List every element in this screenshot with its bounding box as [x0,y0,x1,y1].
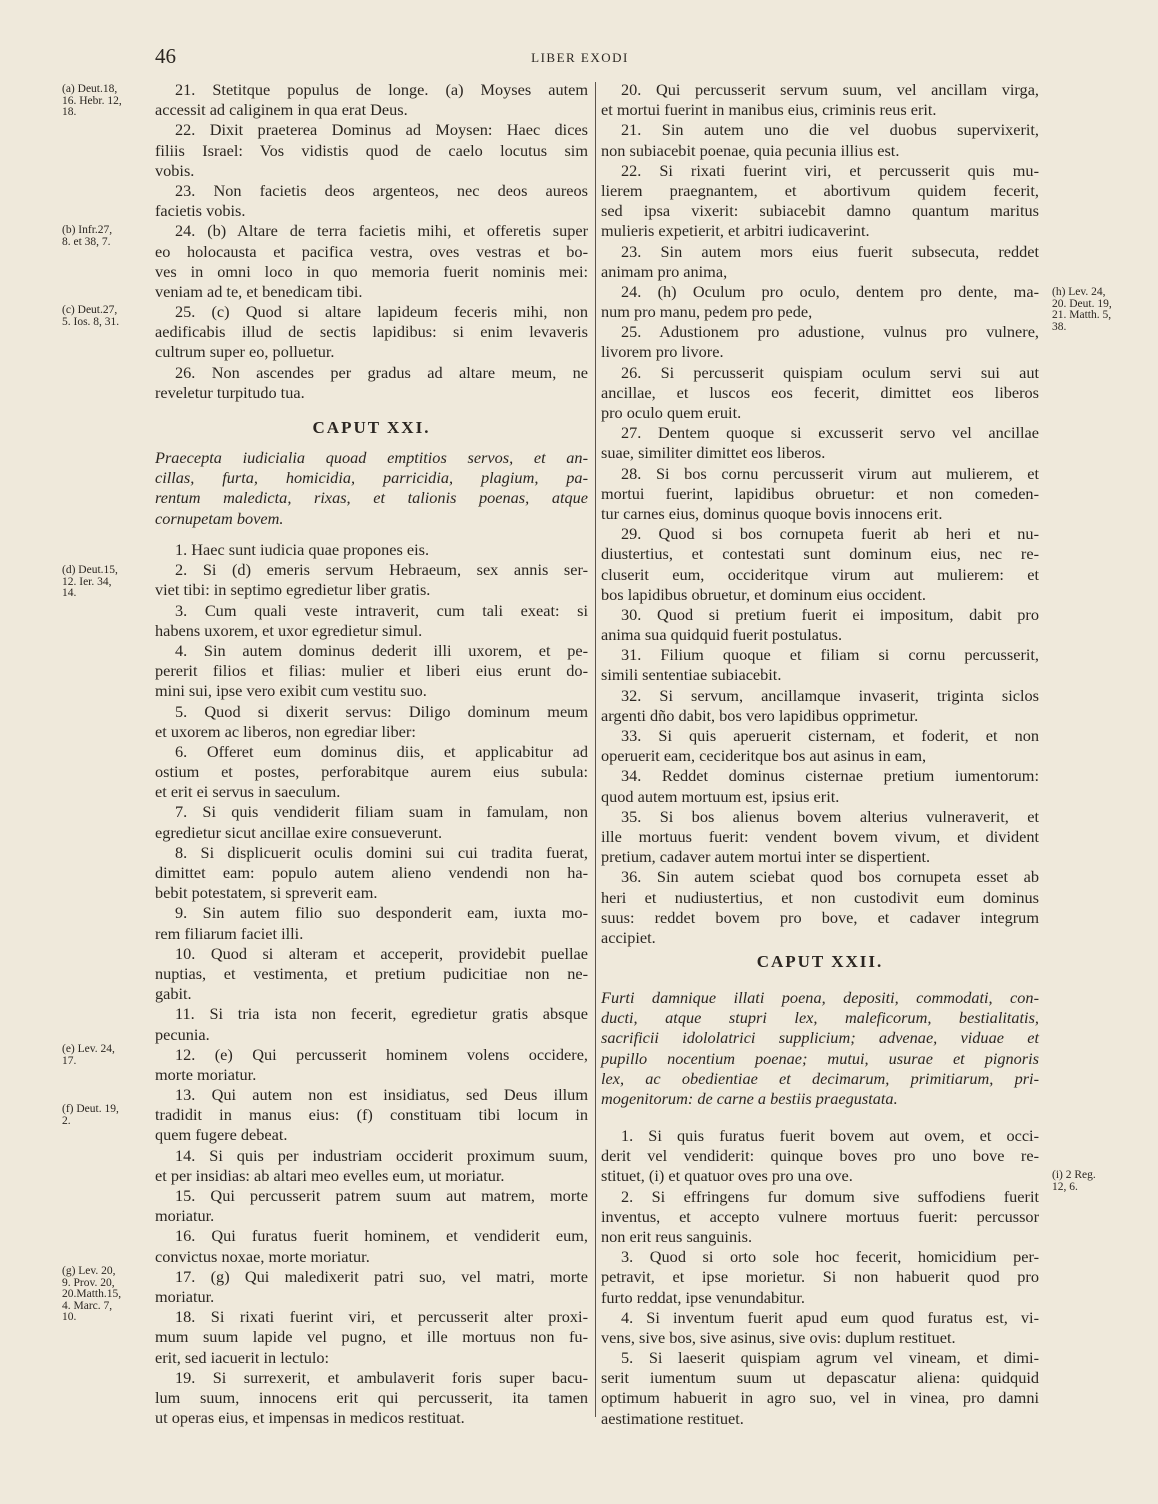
note-line: (i) 2 Reg. [1052,1169,1096,1181]
text-line: pro oculo quem eruit. [601,403,742,422]
text-line: 3. Cum quali veste intraverit, cum tali exeat: si [175,600,588,620]
summary-line: cornupetam bovem. [155,508,284,528]
text-line: 20. Qui percusserit servum suum, vel ancillam virga, [621,80,1039,99]
text-line: erit, sed iacuerit in lectulo: [155,1347,330,1367]
text-line: optimum habuerit in agro suo, vel in vinea, pro damni [601,1388,1039,1408]
text-line: ancillae, et luscos eos fecerit, dimittet eos liberos [601,382,1039,402]
text-line: 21. Sin autem uno die vel duobus supervixerit, [621,120,1039,140]
text-line: moriatur. [155,1286,215,1306]
margin-reference-note [62,1044,152,1067]
verse-paragraph [155,1085,588,1146]
text-line: 33. Si quis aperuerit cisternam, et foderit, et non [621,726,1039,745]
text-line: sed ipsa vixerit: subiacebit damno quantum maritus [601,201,1039,221]
text-line: 27. Dentem quoque si excusserit servo vel ancillae [621,423,1039,443]
text-line: 19. Si surrexerit, et ambulaverit foris super bacu- [175,1367,588,1387]
verse-paragraph [155,1267,588,1307]
text-line: viet tibi: in septimo egredietur liber gratis. [155,580,431,600]
text-line: 13. Qui autem non est insidiatus, sed Deus illum [175,1085,588,1105]
text-line: 15. Qui percusserit patrem suum aut matrem, morte [175,1186,588,1205]
text-line: furto reddat, ipse venundabitur. [601,1287,805,1307]
text-line: 2. Si effringens fur domum sive suffodiens fuerit [621,1186,1039,1206]
text-line: 18. Si rixati fuerint viri, et percusserit alter proxi- [175,1307,588,1327]
text-line: non subiacebit poenae, quia pecunia illius est. [601,140,900,160]
summary-line: sacrificii idololatrici supplicium; advenae, viduae et [601,1028,1039,1048]
verse-paragraph [155,601,588,641]
text-line: veniam ad te, et benedicam tibi. [155,281,363,301]
verse-paragraph [155,540,588,560]
verse-paragraph [601,1247,1039,1308]
note-line: 12. Ier. 34, [62,575,112,588]
verse-paragraph [601,766,1039,806]
note-line: (g) Lev. 20, [62,1265,116,1277]
text-line: 10. Quod si alteram et acceperit, providebit puellae [175,943,588,963]
text-line: facietis vobis. [155,201,246,221]
text-line: 22. Dixit praeterea Dominus ad Moysen: Haec dices [175,120,588,140]
verse-paragraph [601,605,1039,645]
text-line: aedificabis illud de sectis lapidibus: si enim levaveris [155,322,588,342]
text-line: 7. Si quis vendiderit filiam suam in famulam, non [175,802,588,822]
text-line: convictus noxae, morte moriatur. [155,1246,370,1266]
verse-paragraph [155,181,588,221]
text-line: pecunia. [155,1024,210,1044]
text-line: 14. Si quis per industriam occiderit proximum suum, [175,1145,588,1165]
text-line: ves in omni loco in quo memoria fuerit nominis mei: [155,261,588,281]
text-line: 2. Si (d) emeris servum Hebraeum, sex annis ser- [175,560,588,580]
verse-paragraph [601,282,1039,322]
text-line: pererit filios et filias: mulier et liberi eius erunt do- [155,661,588,681]
text-line: mortui fuerint, lapidibus obruetur: et non comeden- [601,483,1039,503]
text-line: lierem praegnantem, et abortivum quidem fecerit, [601,180,1039,200]
text-line: gabit. [155,984,192,1004]
text-line: 26. Non ascendes per gradus ad altare meum, ne [175,362,588,382]
column-divider [595,82,596,1417]
margin-reference-note [62,1104,152,1127]
verse-paragraph [155,802,588,842]
verse-paragraph [155,120,588,181]
text-line: reveletur turpitudo tua. [155,382,305,402]
verse-paragraph [601,867,1039,948]
verse-paragraph [601,807,1039,868]
text-line: et per insidias: ab altari meo evelles eum, ut moriatur. [155,1165,505,1185]
margin-reference-note [1052,287,1142,333]
note-line: (c) Deut.27, [62,304,118,316]
verse-paragraph [155,302,588,363]
verse-paragraph [155,221,588,302]
text-line: ut operas eius, et impensas in medicos restituat. [155,1408,465,1428]
text-line: lum suum, innocens erit qui percusserit, ita tamen [155,1387,588,1407]
text-line: 4. Si inventum fuerit apud eum quod furatus est, vi- [621,1307,1039,1327]
note-line: 20.Matth.15, [62,1288,122,1300]
text-line: 22. Si rixati fuerint viri, et percusserit quis mu- [621,160,1039,180]
verse-paragraph [155,1307,588,1368]
text-line: ille mortuus fuerit: vendent bovem vivum, et divident [601,826,1039,846]
chapter-summary [155,448,588,529]
text-line: 16. Qui furatus fuerit hominem, et vendiderit eum, [175,1226,588,1246]
text-line: suus: reddet bovem pro bove, et cadaver integrum [601,907,1039,927]
text-line: 8. Si displicuerit oculis domini sui cui tradita fuerat, [175,842,588,862]
verse-paragraph [601,242,1039,282]
text-line: vens, sive bos, sive asinus, sive ovis: duplum restituet. [601,1327,956,1347]
text-line: 26. Si percusserit quispiam oculum servi sui aut [621,362,1039,382]
text-line: quem fugere debeat. [155,1125,288,1145]
verse-paragraph [155,1045,588,1085]
text-line: cluserit eum, occideritque virum aut mulierem: et [601,564,1039,584]
verse-paragraph [155,944,588,1005]
note-line: 21. Matth. 5, [1052,309,1112,321]
text-line: eo holocausta et pacifica vestra, oves vestras et bo- [155,241,588,261]
verse-paragraph [155,742,588,803]
verse-paragraph [601,726,1039,766]
summary-line: Furti damnique illati poena, depositi, commodati, con- [601,988,1039,1007]
text-line: nuptias, et vestimenta, et pretium pudicitiae non ne- [155,963,588,983]
text-line: 4. Sin autem dominus dederit illi uxorem, et pe- [175,640,588,660]
note-line: 20. Deut. 19, [1052,297,1112,310]
verse-paragraph [155,1226,588,1266]
note-line: (h) Lev. 24, [1052,286,1106,298]
note-line: 9. Prov. 20, [62,1276,115,1289]
verse-paragraph [155,1368,588,1429]
text-line: bos lapidibus obruetur, et dominum eius occident. [601,584,926,604]
note-line: (f) Deut. 19, [62,1103,119,1115]
text-line: filiis Israel: Vos vidistis quod de caelo locutus sim [155,140,588,160]
text-line: 36. Sin autem sciebat quod bos cornupeta esset ab [621,867,1039,887]
text-line: 1. Si quis furatus fuerit bovem aut ovem, et occi- [621,1126,1039,1145]
verse-paragraph [155,903,588,943]
text-line: 6. Offeret eum dominus diis, et applicabitur ad [175,741,588,761]
verse-paragraph [601,80,1039,120]
note-line: 17. [62,1054,77,1067]
note-line: 5. Ios. 8, 31. [62,315,120,328]
summary-line: rentum maledicta, rixas, et talionis poenas, atque [155,488,588,508]
text-line: habens uxorem, et uxor egredietur simul. [155,620,423,640]
text-line: diustertius, et contestati sunt dominum eius, nec re- [601,544,1039,564]
verse-paragraph [155,1186,588,1226]
verse-paragraph [601,1187,1039,1248]
note-line: 18. [62,106,77,118]
note-line: 10. [62,1311,77,1323]
verse-paragraph [155,702,588,742]
text-line: 28. Si bos cornu percusserit virum aut mulierem, et [621,463,1039,483]
verse-paragraph [155,641,588,702]
verse-paragraph [601,1126,1039,1187]
text-line: pretium, cadaver autem mortui inter se dispertient. [601,847,931,867]
note-line: (a) Deut.18, [62,83,118,95]
left-column-part2 [155,540,588,1428]
text-line: 34. Reddet dominus cisternae pretium iumentorum: [621,766,1039,786]
left-column-part1 [155,80,588,403]
summary-line: Praecepta iudicialia quoad emptitios servos, et an- [155,448,588,467]
summary-line: lex, ac obedientiae et decimarum, primitiarum, pri- [601,1068,1039,1088]
text-line: derit vel vendiderit: quinque boves pro uno bove re- [601,1146,1039,1166]
verse-paragraph [155,560,588,600]
text-line: mum suum lapide vel pugno, et ille mortuus non fu- [155,1327,588,1347]
summary-line: ducti, atque stupri lex, maleficorum, bestialitatis, [601,1008,1039,1028]
text-line: argenti dño dabit, bos vero lapidibus opprimetur. [601,705,919,725]
note-line: 12, 6. [1052,1180,1078,1193]
verse-paragraph [601,1348,1039,1429]
text-line: mini sui, ipse vero exibit cum vestitu suo. [155,681,427,701]
text-line: moriatur. [155,1206,215,1226]
running-title: LIBER EXODI [531,50,629,65]
text-line: egredietur sicut ancillae exire consueverunt. [155,822,443,842]
verse-paragraph [601,464,1039,525]
text-line: animam pro anima, [601,261,728,281]
verse-paragraph [601,120,1039,160]
text-line: suae, similiter dimittet eos liberos. [601,443,826,463]
text-line: rem filiarum faciet illi. [155,923,304,943]
text-line: non erit reus sanguinis. [601,1226,753,1246]
note-line: (b) Infr.27, [62,224,113,236]
text-line: anima sua quidquid fuerit postulatus. [601,625,843,645]
note-line: 2. [62,1114,71,1127]
text-line: 25. Adustionem pro adustione, vulnus pro vulnere, [621,322,1039,342]
text-line: 32. Si servum, ancillamque invaserit, triginta siclos [621,685,1039,705]
verse-paragraph [601,686,1039,726]
verse-paragraph [601,322,1039,362]
page-number: 46 [155,44,176,68]
text-line: 31. Filium quoque et filiam si cornu percusserit, [621,645,1039,665]
text-line: accessit ad caliginem in qua erat Deus. [155,100,408,120]
text-line: mulieris expetierit, et arbitri iudicaverint. [601,221,870,241]
text-line: accipiet. [601,927,656,947]
verse-paragraph [601,645,1039,685]
margin-reference-note [62,225,152,248]
note-line: (d) Deut.15, [62,564,118,576]
note-line: 16. Hebr. 12, [62,94,122,107]
text-line: vobis. [155,160,195,180]
chapter-heading: CAPUT XXI. [312,418,431,437]
text-line: 29. Quod si bos cornupeta fuerit ab heri et nu- [621,524,1039,544]
text-line: 1. Haec sunt iudicia quae propones eis. [175,540,430,559]
summary-line: pupillo nocentium poenae; mutui, usurae et pignoris [601,1048,1039,1068]
verse-paragraph [155,843,588,904]
note-line: 8. et 38, 7. [62,235,111,248]
text-line: dimittet eam: populo autem alieno vendendi non ha- [155,863,588,882]
note-line: 14. [62,587,77,599]
text-line: serit iumentum suum ut depascatur aliena: quidquid [601,1368,1039,1388]
text-line: 11. Si tria ista non fecerit, egredietur gratis absque [175,1004,588,1024]
text-line: operuerit eam, cecideritque bos aut asinus in eam, [601,746,927,766]
text-line: et uxorem ac liberos, non egrediar liber: [155,721,416,741]
text-line: quod autem mortuum est, ipsius erit. [601,786,840,806]
text-line: 30. Quod si pretium fuerit ei impositum, dabit pro [621,604,1039,624]
note-line: 38. [1052,320,1067,333]
text-line: 23. Sin autem mors eius fuerit subsecuta, reddet [621,241,1039,261]
text-line: ostium et postes, perforabitque aurem eius subula: [155,762,588,782]
text-line: livorem pro livore. [601,342,724,362]
verse-paragraph [155,1004,588,1044]
right-column-part1 [601,80,1039,948]
verse-paragraph [601,363,1039,424]
text-line: 5. Quod si dixerit servus: Diligo dominum meum [175,701,588,721]
summary-line: mogenitorum: de carne a bestiis praegustata. [601,1088,898,1108]
verse-paragraph [601,161,1039,242]
margin-reference-note [62,84,152,119]
text-line: 25. (c) Quod si altare lapideum feceris mihi, non [175,302,588,322]
text-line: et erit ei servus in saeculum. [155,782,341,802]
verse-paragraph [601,524,1039,605]
text-line: 24. (b) Altare de terra facietis mihi, et offeretis super [175,221,588,241]
text-line: heri et nudiustertius, et non custodivit eum dominus [601,887,1039,907]
text-line: stituet, (i) et quatuor oves pro una ove. [601,1166,853,1186]
text-line: et mortui fuerint in manibus eius, criminis reus erit. [601,100,937,120]
text-line: num pro manu, pedem pro pede, [601,302,813,322]
text-line: 9. Sin autem filio suo desponderit eam, iuxta mo- [175,903,588,923]
text-line: bebit potestatem, si spreverit eam. [155,883,378,903]
chapter-summary [601,988,1039,1109]
text-line: 3. Quod si orto sole hoc fecerit, homicidium per- [621,1247,1039,1267]
text-line: tradidit in manus eius: (f) constituam tibi locum in [155,1105,588,1125]
chapter-heading: CAPUT XXII. [756,952,884,971]
text-line: 17. (g) Qui maledixerit patri suo, vel matri, morte [175,1266,588,1286]
text-line: simili sententiae subiacebit. [601,665,782,685]
text-line: 5. Si laeserit quispiam agrum vel vineam, et dimi- [621,1348,1039,1368]
text-line: tur carnes eius, dominus quoque bovis innocens erit. [601,503,943,523]
note-line: (e) Lev. 24, [62,1043,115,1055]
verse-paragraph [155,1146,588,1186]
text-line: inventus, et accepto vulnere mortuus fuerit: percussor [601,1206,1039,1226]
verse-paragraph [601,423,1039,463]
text-line: aestimatione restituet. [601,1408,744,1428]
margin-reference-note [62,1266,152,1324]
text-line: 35. Si bos alienus bovem alterius vulneraverit, et [621,806,1039,826]
verse-paragraph [155,363,588,403]
summary-line: cillas, furta, homicidia, parricidia, plagium, pa- [155,468,588,488]
margin-reference-note [62,565,152,600]
text-line: cultrum super eo, polluetur. [155,342,335,362]
margin-reference-note [1052,1170,1142,1193]
verse-paragraph [601,1308,1039,1348]
text-line: morte moriatur. [155,1064,257,1084]
right-column-part2 [601,1126,1039,1429]
verse-paragraph [155,80,588,120]
text-line: 12. (e) Qui percusserit hominem volens occidere, [175,1044,588,1064]
text-line: 21. Stetitque populus de longe. (a) Moyses autem [175,80,588,99]
text-line: petravit, et ipse morietur. Si non habuerit quod pro [601,1267,1039,1287]
text-line: 23. Non facietis deos argenteos, nec deos aureos [175,180,588,200]
margin-reference-note [62,305,152,328]
text-line: 24. (h) Oculum pro oculo, dentem pro dente, ma- [621,281,1039,301]
note-line: 4. Marc. 7, [62,1299,113,1312]
